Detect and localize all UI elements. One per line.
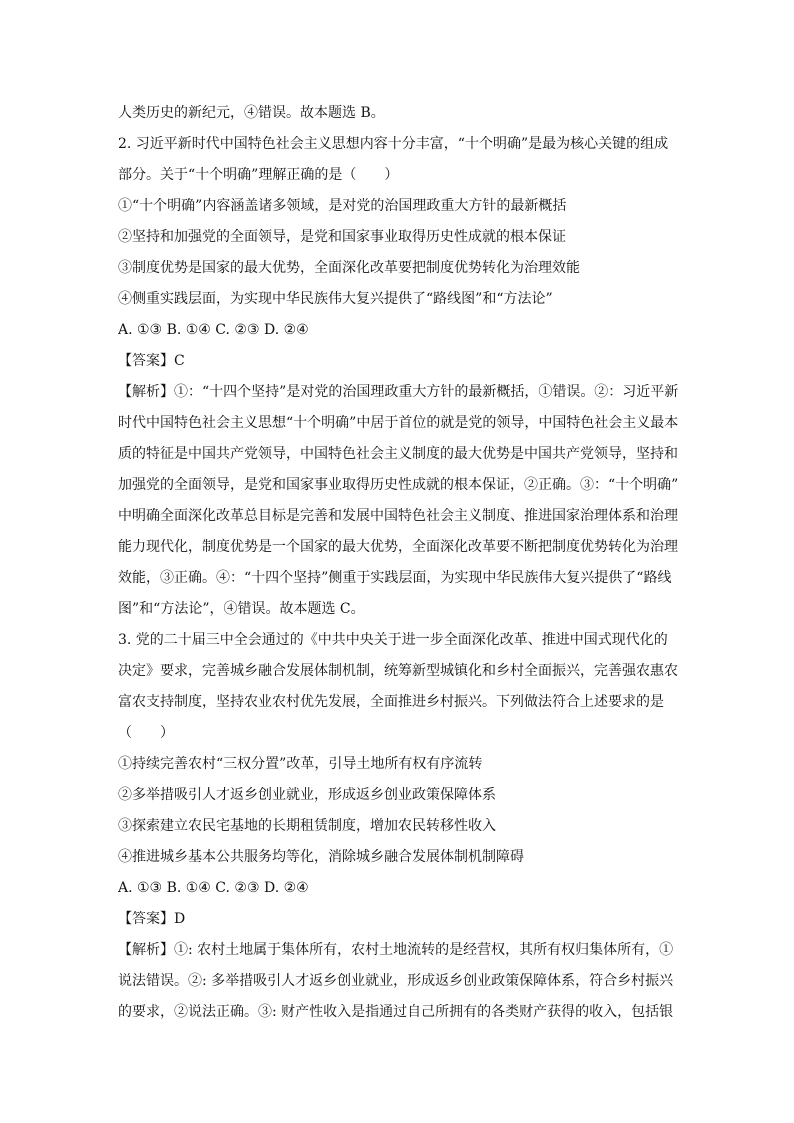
question-3-statement-3: ③探索建立农民宅基地的长期租赁制度，增加农民转移性收入 [118, 818, 496, 834]
question-3-statement-1: ①持续完善农村“三权分置”改革，引导土地所有权有序流转 [118, 756, 483, 772]
question-2-answer: 【答案】C [118, 353, 185, 369]
text-line-1: 人类历史的新纪元，④错误。故本题选 B。 [118, 105, 385, 121]
question-3-options: A. ①③ B. ①④ C. ②③ D. ②④ [118, 880, 309, 896]
question-3-stem-line-3: 富农支持制度，坚持农业农村优先发展，全面推进乡村振兴。下列做法符合上述要求的是 [118, 694, 664, 710]
question-2-stem-line-2: 部分。关于“十个明确”理解正确的是（ ） [118, 167, 399, 183]
question-2-statement-4: ④侧重实践层面，为实现中华民族伟大复兴提供了“路线图”和“方法论” [118, 291, 553, 307]
question-3-analysis-line-3: 的要求，②说法正确。③: 财产性收入是指通过自己所拥有的各类财产获得的收入，包括银 [118, 1004, 674, 1020]
question-2-analysis-line-7: 效能，③正确。④：“十四个坚持”侧重于实践层面，为实现中华民族伟大复兴提供了“路线 [118, 570, 672, 586]
question-2-stem-line-1: 2. 习近平新时代中国特色社会主义思想内容十分丰富，“十个明确”是最为核心关键的组成 [118, 136, 669, 152]
question-2-statement-2: ②坚持和加强党的全面领导，是党和国家事业取得历史性成就的根本保证 [118, 229, 566, 245]
question-3-stem-line-2: 决定》要求，完善城乡融合发展体制机制，统筹新型城镇化和乡村全面振兴，完善强农惠农 [118, 663, 678, 679]
question-2-analysis-line-4: 加强党的全面领导，是党和国家事业取得历史性成就的根本保证，②正确。③：“十个明确” [118, 477, 679, 493]
document-body [118, 98, 680, 1028]
question-2-analysis-line-6: 能力现代化，制度优势是一个国家的最大优势，全面深化改革要不断把制度优势转化为治理 [118, 539, 678, 555]
question-3-answer: 【答案】D [118, 911, 186, 927]
question-2-analysis-line-2: 时代中国特色社会主义思想“十个明确”中居于首位的就是党的领导，中国特色社会主义最本 [118, 415, 679, 431]
question-2-analysis-line-1: 【解析】①：“十四个坚持”是对党的治国理政重大方针的最新概括，①错误。②：习近平新 [118, 384, 679, 400]
question-3-analysis-line-2: 说法错误。②: 多举措吸引人才返乡创业就业，形成返乡创业政策保障体系，符合乡村振兴 [118, 973, 674, 989]
question-2-analysis-line-5: 中明确全面深化改革总目标是完善和发展中国特色社会主义制度、推进国家治理体系和治理 [118, 508, 678, 524]
question-2-options: A. ①③ B. ①④ C. ②③ D. ②④ [118, 322, 309, 338]
question-3-stem-line-4: （ ） [118, 725, 174, 741]
question-3-statement-2: ②多举措吸引人才返乡创业就业，形成返乡创业政策保障体系 [118, 787, 496, 803]
question-2-analysis-line-8: 图”和“方法论”，④错误。故本题选 C。 [118, 601, 365, 617]
question-3-statement-4: ④推进城乡基本公共服务均等化，消除城乡融合发展体制机制障碍 [118, 849, 524, 865]
question-3-analysis-line-1: 【解析】①: 农村土地属于集体所有，农村土地流转的是经营权，其所有权归集体所有，① [118, 942, 674, 958]
question-3-stem-line-1: 3. 党的二十届三中全会通过的《中共中央关于进一步全面深化改革、推进中国式现代化的 [118, 632, 668, 648]
question-2-analysis-line-3: 质的特征是中国共产党领导，中国特色社会主义制度的最大优势是中国共产党领导，坚持和 [118, 446, 678, 462]
question-2-statement-1: ①“十个明确”内容涵盖诸多领域，是对党的治国理政重大方针的最新概括 [118, 198, 567, 214]
question-2-statement-3: ③制度优势是国家的最大优势，全面深化改革要把制度优势转化为治理效能 [118, 260, 580, 276]
